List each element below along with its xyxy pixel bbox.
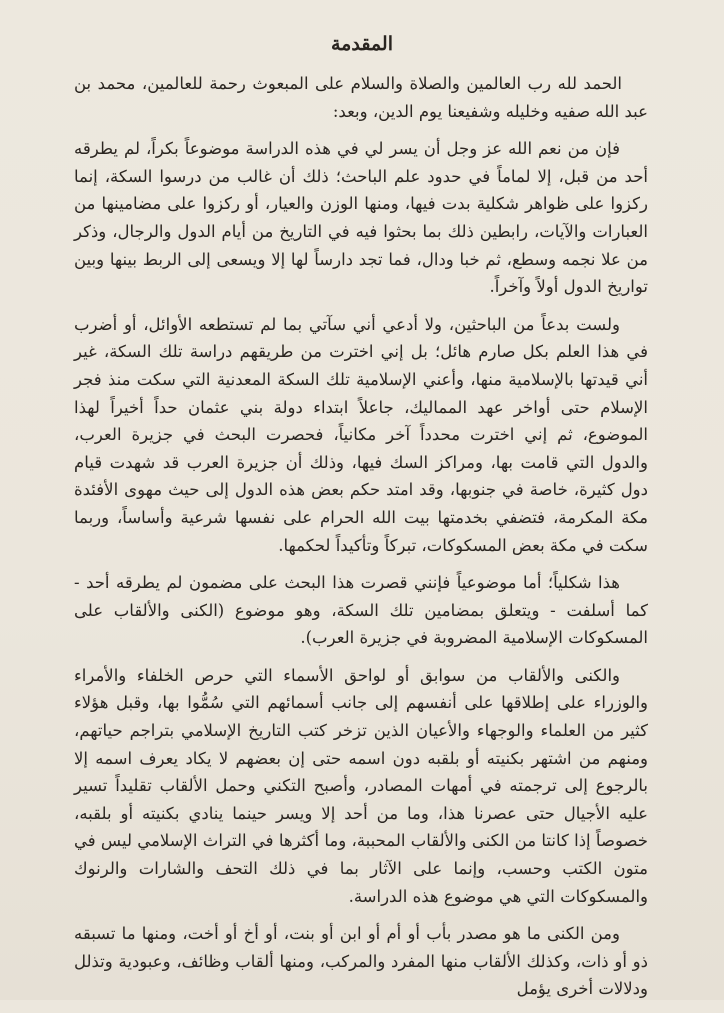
paragraph-scope: ولست بدعاً من الباحثين، ولا أدعي أني سآتي بما لم تستطعه الأوائل، أو أضرب في هذا العلم بكل صارم هائل؛ بل إني اخترت من طريقهم دراسة تلك السكة، غير أني قيدتها بالإسلامية منها، وأعني الإسلامية تلك السكة المعدنية التي سكت منذ فجر الإسلام حتى أواخر عهد المماليك، جاعلاً ابتداء دولة بني عثمان حداً أخيراً لهذا الموضوع، ثم إني اخترت محدداً آخر مكانياً، فحصرت البحث في جزيرة العرب، والدول التي قامت بها، ومراكز السك فيها، وذلك أن جزيرة العرب قد شهدت قيام دول كثيرة، خاصة في جنوبها، وقد امتد حكم بعض هذه الدول إلى حيث مهوى الأفئدة مكة المكرمة، فتضفي بخدمتها بيت الله الحرام على نفسها شرعية وأساساً، وربما سكت في مكة بعض المسكوكات، تبركاً وتأكيداً لحكمها. xyxy=(74,314,648,555)
body-text xyxy=(74,70,648,1013)
paragraph-topic-intro: فإن من نعم الله عز وجل أن يسر لي في هذه الدراسة موضوعاً بكراً، لم يطرقه أحد من قبل، إلا لماماً في حدود علم الباحث؛ ذلك أن غالب من درسوا السكة، إنما ركزوا على ظواهر شكلية بدت فيها، ومنها الوزن والعيار، أو ركزوا على مضامينها من العبارات والآيات، رابطين ذلك بما بحثوا فيه في التاريخ من أيام الدول والرجال، وذكر من علا نجمه وسطع، ثم خبا ودال، فما تجد دارساً لها إلا ويسعى إلى الربط بينها وبين تواريخ الدول أولاً وآخراً. xyxy=(74,139,648,297)
paragraph-subject: هذا شكلياً؛ أما موضوعياً فإنني قصرت هذا البحث على مضمون لم يطرقه أحد - كما أسلفت - ويتعلق بمضامين تلك السكة، وهو موضوع (الكنى والألقاب على المسكوكات الإسلامية المضروبة في جزيرة العرب). xyxy=(74,573,648,648)
paragraph-kunya-titles: والكنى والألقاب من سوابق أو لواحق الأسماء التي حرص الخلفاء والأمراء والوزراء على إطلاقها على أنفسهم إلى جانب أسمائهم التي سُمُّوا بها، وقبل هؤلاء كثير من العلماء والوجهاء والأعيان الذين تزخر كتب التاريخ الإسلامي بتراجم حياتهم، ومنهم من اشتهر بكنيته أو بلقبه دون اسمه حتى إن بعضهم لا يكاد يعرف اسمه إلا بالرجوع إلى ترجمته في أمهات المصادر، وأصبح التكني وحمل الألقاب تقليداً تسير عليه الأجيال حتى عصرنا هذا، وما من أحد إلا ويسر حينما ينادي بكنيته أو بلقبه، خصوصاً إذا كانتا من الكنى والألقاب المحببة، وما أكثرها في التراث الإسلامي ليس في متون الكتب وحسب، وإنما على الآثار بما في ذلك التحف والشارات والرنوك والمسكوكات التي هي موضوع هذه الدراسة. xyxy=(74,665,648,906)
paragraph-opening: الحمد لله رب العالمين والصلاة والسلام على المبعوث رحمة للعالمين، محمد بن عبد الله صفيه وخليله وشفيعنا يوم الدين، وبعد: xyxy=(74,74,648,121)
paragraph-types: ومن الكنى ما هو مصدر بأب أو أم أو ابن أو بنت، أو أخ أو أخت، ومنها ما تسبقه ذو أو ذات، وكذلك الألقاب منها المفرد والمركب، ومنها ألقاب وظائف، وعبودية وتذلل ودلالات أخرى يؤمل xyxy=(74,924,648,999)
page-title: المقدمة xyxy=(330,33,393,55)
